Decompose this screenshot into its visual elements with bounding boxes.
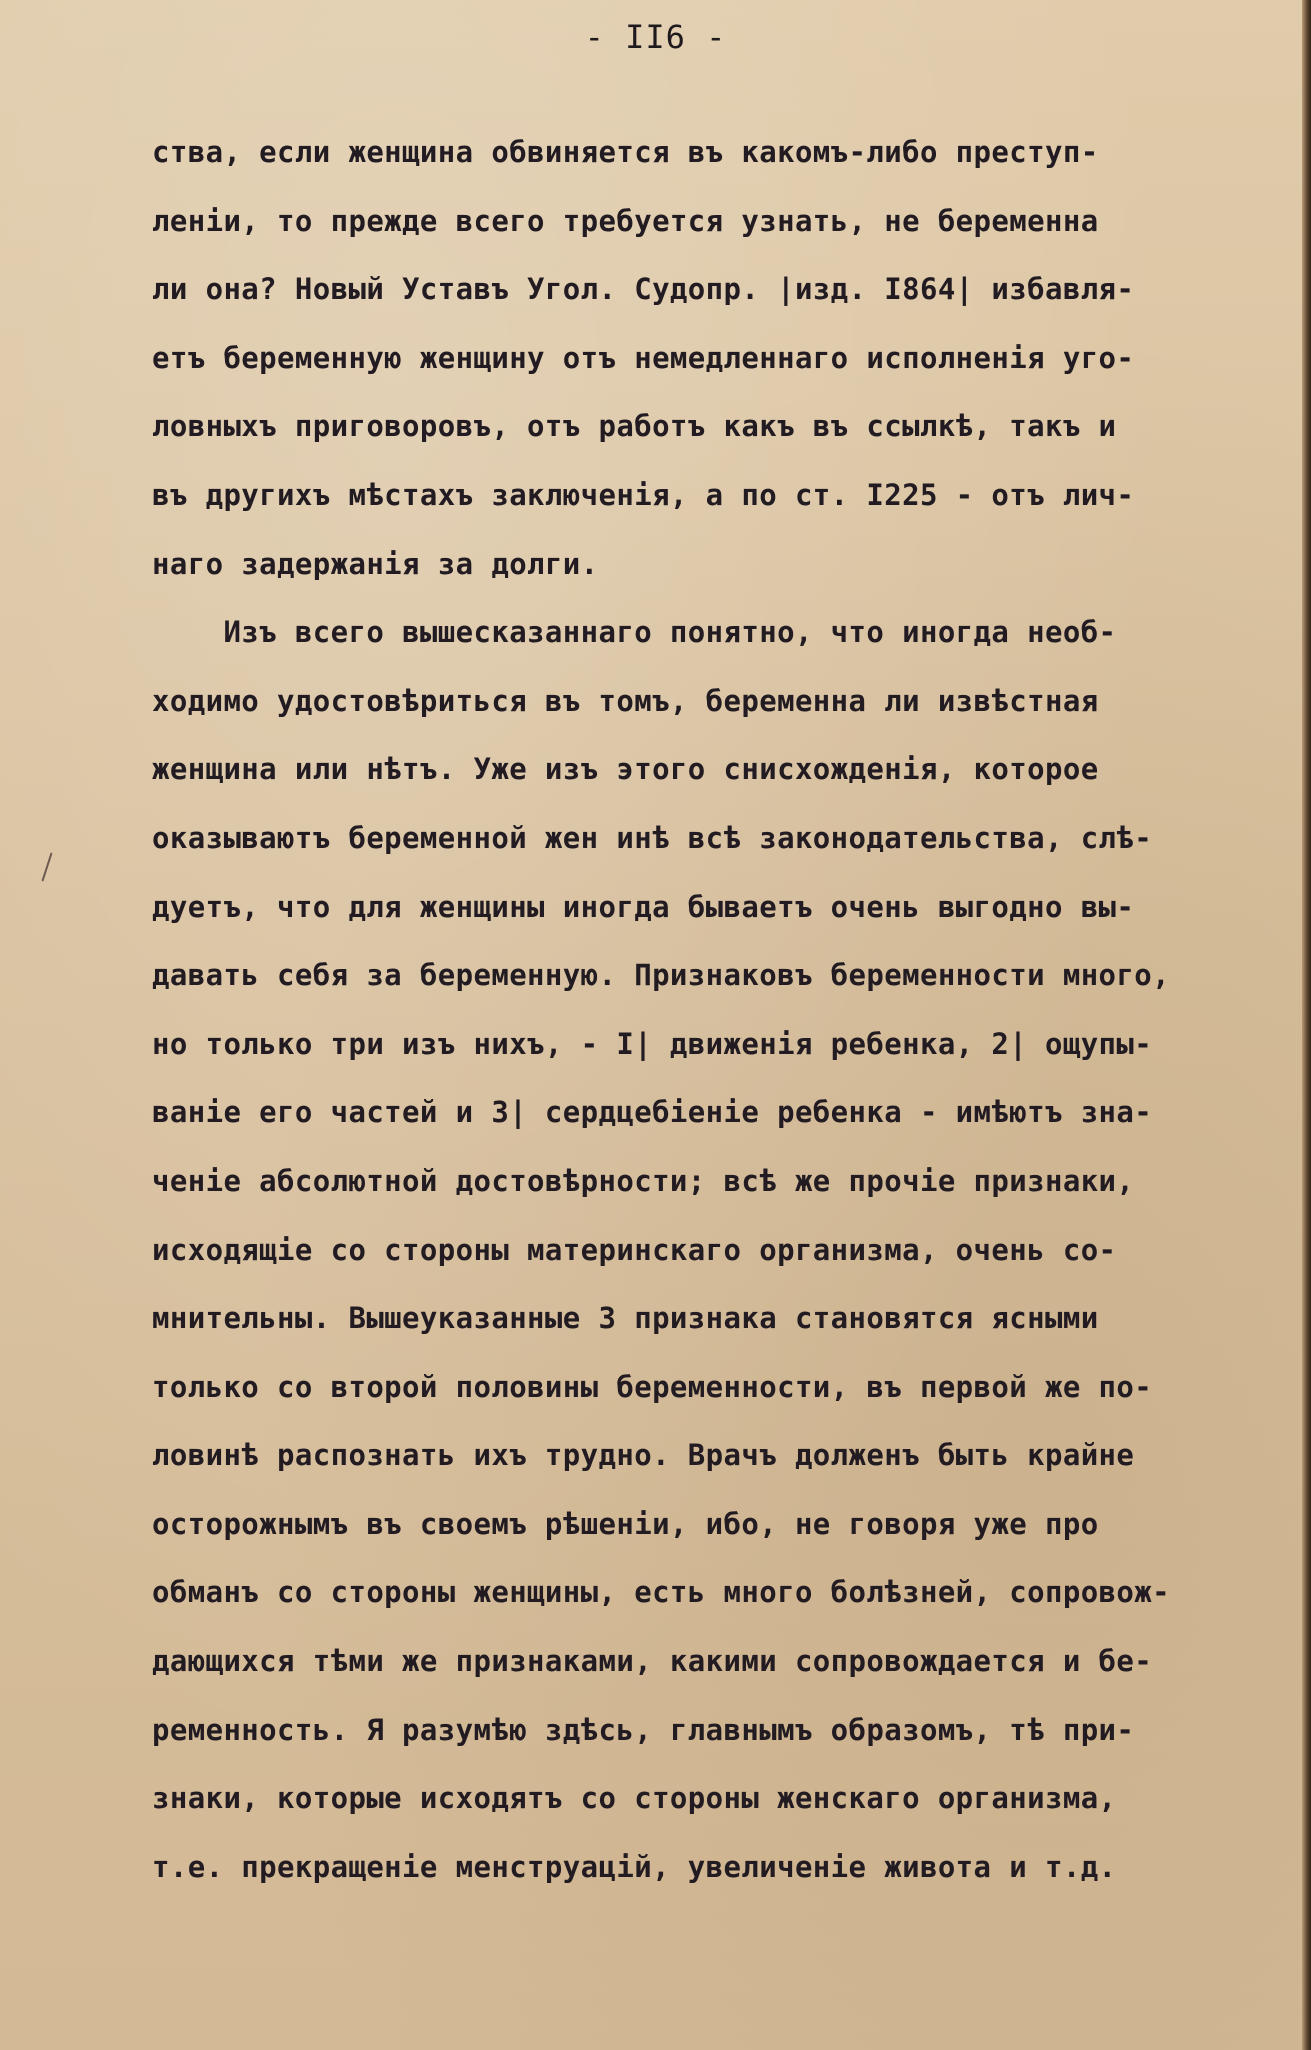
- body-text: [152, 118, 1262, 1901]
- text-line: но только три изъ нихъ, - I| движенiя ребенка, 2| ощупы-: [152, 1026, 1153, 1061]
- text-line: давать себя за беременную. Признаковъ беременности много,: [152, 958, 1170, 993]
- page-edge-shadow: [1302, 0, 1311, 2050]
- text-line: мнительны. Вышеуказанные 3 признака становятся ясными: [152, 1301, 1099, 1336]
- text-line: ловныхъ приговоровъ, отъ работъ какъ въ ссылкѣ, такъ и: [152, 409, 1117, 444]
- text-line: наго задержанiя за долги.: [152, 546, 599, 581]
- text-line: въ другихъ мѣстахъ заключенiя, а по ст. I225 - отъ лич-: [152, 477, 1135, 512]
- text-line: ленiи, то прежде всего требуется узнать, не беременна: [152, 203, 1099, 238]
- text-line: обманъ со стороны женщины, есть много болѣзней, сопровож-: [152, 1575, 1170, 1610]
- text-line: исходящiе со стороны материнскаго организма, очень со-: [152, 1232, 1117, 1267]
- text-line: ванiе его частей и 3| сердцебiенiе ребенка - имѣютъ зна-: [152, 1095, 1153, 1130]
- text-line: знаки, которые исходятъ со стороны женскаго организма,: [152, 1781, 1117, 1816]
- page-number: - II6 -: [584, 18, 727, 56]
- text-line: ходимо удостовѣриться въ томъ, беременна ли извѣстная: [152, 683, 1099, 718]
- text-line: ременность. Я разумѣю здѣсь, главнымъ образомъ, тѣ при-: [152, 1712, 1135, 1747]
- text-line: Изъ всего вышесказаннаго понятно, что иногда необ-: [152, 615, 1117, 650]
- text-line: ства, если женщина обвиняется въ какомъ-либо преступ-: [152, 135, 1099, 169]
- text-line: только со второй половины беременности, въ первой же по-: [152, 1369, 1153, 1404]
- text-line: т.е. прекращенiе менструацiй, увеличенiе живота и т.д.: [152, 1849, 1117, 1884]
- text-line: женщина или нѣтъ. Уже изъ этого снисхожденiя, которое: [152, 752, 1099, 787]
- text-line: осторожнымъ въ своемъ рѣшенiи, ибо, не говоря уже про: [152, 1506, 1099, 1541]
- text-line: етъ беременную женщину отъ немедленнаго исполненiя уго-: [152, 340, 1135, 375]
- text-line: оказываютъ беременной жен инѣ всѣ законодательства, слѣ-: [152, 820, 1153, 855]
- text-line: ли она? Новый Уставъ Угол. Судопр. |изд. I864| избавля-: [152, 272, 1135, 307]
- text-line: дуетъ, что для женщины иногда бываетъ очень выгодно вы-: [152, 889, 1135, 924]
- text-line: дающихся тѣми же признаками, какими сопровождается и бе-: [152, 1644, 1153, 1679]
- text-line: ченiе абсолютной достовѣрности; всѣ же прочiе признаки,: [152, 1163, 1135, 1198]
- margin-pencil-mark: [41, 852, 52, 881]
- text-line: ловинѣ распознать ихъ трудно. Врачъ долженъ быть крайне: [152, 1438, 1135, 1473]
